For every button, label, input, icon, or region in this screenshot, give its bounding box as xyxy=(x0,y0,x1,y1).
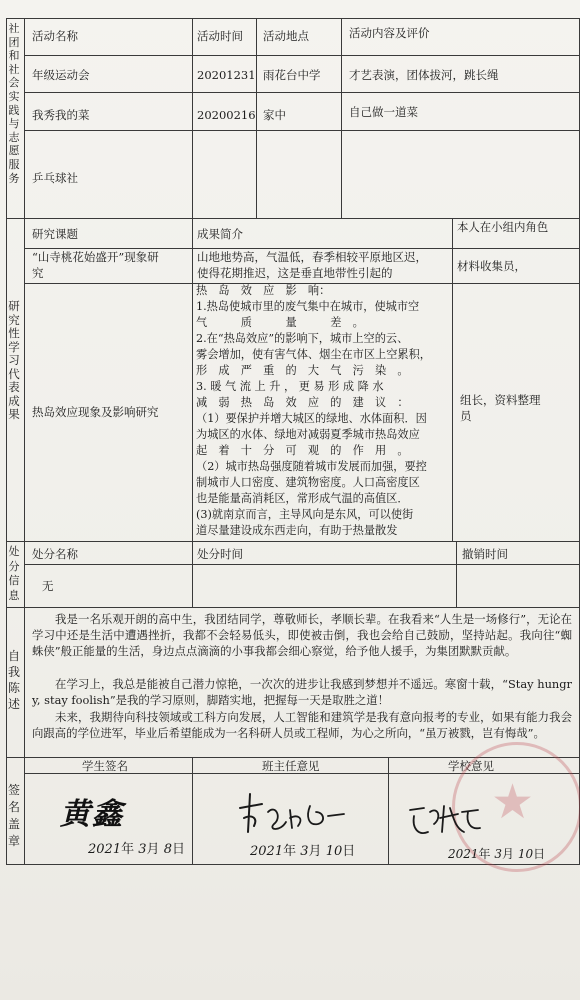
rule xyxy=(192,541,193,607)
rule xyxy=(192,757,193,864)
activity-name: 我秀我的菜 xyxy=(32,108,90,122)
activity-name: 乒乓球社 xyxy=(32,171,78,185)
activity-time: 20200216 xyxy=(197,108,256,122)
date-day-label: 日 xyxy=(533,847,546,861)
summary-line: （2）城市热岛强度随着城市发展而加强，要控 xyxy=(196,460,427,473)
summary-line: 2.在“热岛效应”的影响下，城市上空的云、 xyxy=(196,332,409,345)
summary-line: 3. 暖 气 流 上 升 ， 更 易 形 成 降 水 xyxy=(196,380,384,393)
header-discipline-revoked: 撤销时间 xyxy=(462,547,508,561)
date-month-label: 月 xyxy=(502,847,515,861)
date-day: 10 xyxy=(325,844,343,859)
date-year-label: 年 xyxy=(478,847,491,861)
header-discipline-time: 处分时间 xyxy=(197,547,243,561)
activity-content: 才艺表演，团体拔河，跳长绳 xyxy=(349,68,499,82)
activity-place: 家中 xyxy=(263,108,286,122)
activity-place: 雨花台中学 xyxy=(263,68,321,82)
header-activity-name: 活动名称 xyxy=(32,29,78,43)
header-research-role: 本人在小组内角色 xyxy=(457,220,549,234)
summary-line: 为城区的水体、绿地对减弱夏季城市热岛效应 xyxy=(196,428,420,441)
statement-paragraph: 未来，我期待向科技领域或工科方向发展，人工智能和建筑学是我有意向报考的专业，如果有能力我会向跟高的学位进军，毕业后希望能成为一名科研人员或工程师，为心之所向，“虽万被戮，岂有悔哉”。 xyxy=(32,710,572,741)
rule xyxy=(192,18,193,218)
research-summary xyxy=(196,283,448,539)
seal-star-icon: ★ xyxy=(491,774,535,830)
research-role-line: 组长，资料整理 xyxy=(460,393,541,407)
date-month: 3 xyxy=(494,847,503,861)
date-year: 2021 xyxy=(88,842,122,857)
date-day: 10 xyxy=(517,847,534,861)
research-topic-line: 究 xyxy=(32,266,44,280)
date-day: 8 xyxy=(163,842,172,857)
activity-time: 20201231 xyxy=(197,68,256,82)
rule xyxy=(256,18,257,218)
statement-paragraph: 我是一名乐观开朗的高中生，我团结同学，尊敬师长，孝顺长辈。在我看来“人生是一场修行”，无论在学习中还是生活中遭遇挫折，我都不会轻易低头，即使被击倒，我也会给自己鼓励，坚持站起。我向往“蜘蛛侠”般正能量的生活，身边点点滴滴的小事我都会细心察觉，给予他人援手，为集团默默贡献。 xyxy=(32,612,572,659)
research-summary-line: 山地地势高，气温低，春季相较平原地区迟， xyxy=(197,250,427,264)
header-teacher-opinion: 班主任意见 xyxy=(262,759,320,773)
summary-line: 也是能量高消耗区，常形成气温的高值区． xyxy=(196,492,409,505)
rule xyxy=(24,564,580,565)
header-discipline-name: 处分名称 xyxy=(32,547,78,561)
summary-line: 道尽量建设成东西走向，有助于热量散发 xyxy=(196,524,398,537)
rule xyxy=(192,218,193,541)
summary-line: 形 成 严 重 的 大 气 污 染 。 xyxy=(196,364,409,377)
summary-line: 1.热岛使城市里的废气集中在城市，使城市空 xyxy=(196,300,420,313)
rule xyxy=(24,130,580,131)
header-student-signature: 学生签名 xyxy=(82,759,128,773)
research-role-line: 员 xyxy=(460,409,472,423)
teacher-sign-date xyxy=(250,844,355,860)
date-year: 2021 xyxy=(448,847,479,861)
discipline-value: 无 xyxy=(42,579,54,593)
date-year-label: 年 xyxy=(121,842,135,857)
rule xyxy=(6,607,580,608)
rule xyxy=(24,92,580,93)
date-month-label: 月 xyxy=(146,842,160,857)
summary-line: 减 弱 热 岛 效 应 的 建 议 ： xyxy=(196,396,409,409)
research-topic-line: “山寺桃花始盛开”现象研 xyxy=(32,250,159,264)
summary-line: 制城市人口密度、建筑物密度。人口高密度区 xyxy=(196,476,420,489)
rule xyxy=(388,757,389,864)
rule xyxy=(24,18,25,864)
research-summary-line: 使得花期推迟，这是垂直地带性引起的 xyxy=(197,266,393,280)
activities-side-label: 社团和社会实践与志愿服务 xyxy=(8,22,20,185)
summary-line: (3)就南京而言，主导风向是东风，可以使街 xyxy=(196,508,414,521)
signatures-side-label: 签名盖章 xyxy=(7,783,20,848)
date-day-label: 日 xyxy=(171,842,185,857)
teacher-signature xyxy=(232,788,352,840)
header-school-opinion: 学校意见 xyxy=(448,759,494,773)
student-sign-date xyxy=(88,842,185,858)
rule xyxy=(456,541,457,607)
header-research-summary: 成果简介 xyxy=(197,227,243,241)
date-month-label: 月 xyxy=(308,844,322,859)
rule xyxy=(6,18,580,19)
rule xyxy=(341,18,342,218)
activity-name: 年级运动会 xyxy=(32,68,90,82)
header-activity-time: 活动时间 xyxy=(197,29,243,43)
header-research-topic: 研究课题 xyxy=(32,227,78,241)
research-topic: 热岛效应现象及影响研究 xyxy=(32,405,159,419)
summary-line: 热 岛 效 应 影 响： xyxy=(196,284,331,297)
discipline-side-label: 处分信息 xyxy=(8,545,20,602)
date-month: 3 xyxy=(300,844,309,859)
summary-line: （1）要保护并增大城区的绿地、水体面积．因 xyxy=(196,412,427,425)
student-signature: 黄鑫 xyxy=(60,797,124,832)
rule xyxy=(6,541,580,542)
summary-line: 气 质 量 差 。 xyxy=(196,316,364,329)
summary-line: 雾会增加，使有害气体、烟尘在市区上空累积， xyxy=(196,348,431,361)
school-sign-date xyxy=(448,846,545,862)
date-year: 2021 xyxy=(250,844,284,859)
research-role: 材料收集员， xyxy=(457,259,526,273)
research-side-label: 研究性学习代表成果 xyxy=(8,299,20,421)
summary-line: 起 着 十 分 可 观 的 作 用 。 xyxy=(196,444,409,457)
header-activity-content: 活动内容及评价 xyxy=(349,26,430,40)
self-statement-side-label: 自我陈述 xyxy=(7,649,20,711)
date-year-label: 年 xyxy=(283,844,297,859)
header-activity-place: 活动地点 xyxy=(263,29,309,43)
statement-paragraph: 在学习上，我总是能被自己潜力惊艳，一次次的进步让我感到梦想并不遥远。寒窗十载，“Stay hungry, stay foolish”是我的学习原则，脚踏实地，把握每一天是取胜之道！ xyxy=(32,677,572,708)
date-day-label: 日 xyxy=(342,844,356,859)
rule xyxy=(24,55,580,56)
school-signature xyxy=(404,796,494,844)
date-month: 3 xyxy=(138,842,147,857)
activity-content: 自己做一道菜 xyxy=(349,105,418,119)
rule xyxy=(452,218,453,541)
